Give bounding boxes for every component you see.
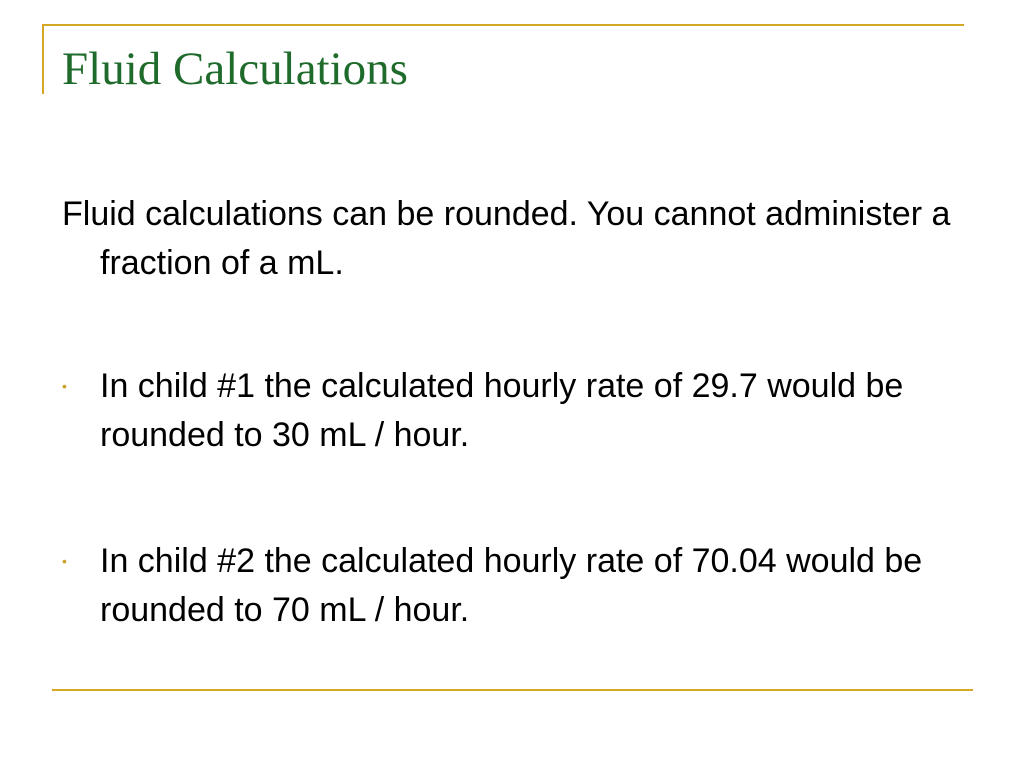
bullet-icon: • — [62, 378, 67, 394]
intro-paragraph: Fluid calculations can be rounded. You cannot administer a fraction of a mL. — [62, 195, 951, 282]
bullet-text: In child #1 the calculated hourly rate of 29.7 would be rounded to 30 mL / hour. — [100, 367, 904, 454]
bottom-accent-rule — [52, 689, 973, 691]
bullet-item-2 — [62, 537, 1000, 635]
slide-title: Fluid Calculations — [62, 43, 408, 95]
top-accent-rule — [42, 24, 964, 26]
left-accent-rule — [42, 24, 44, 94]
bullet-text: In child #2 the calculated hourly rate of 70.04 would be rounded to 70 mL / hour. — [100, 542, 923, 629]
bullet-icon: • — [62, 553, 67, 569]
bullet-item-1 — [62, 362, 1000, 460]
